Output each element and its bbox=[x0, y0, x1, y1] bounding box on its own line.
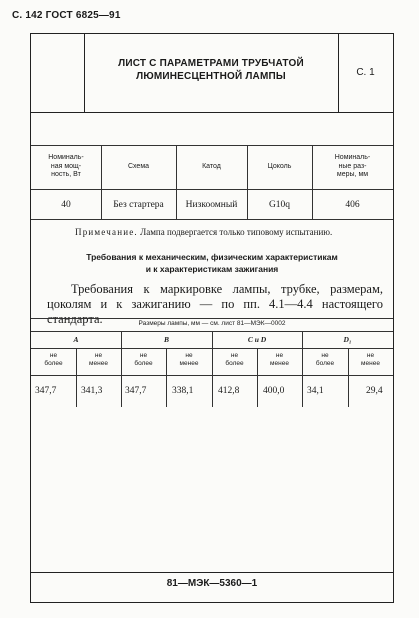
requirements-heading: Требования к механическим, физическим характеристикам и к характеристикам зажигания bbox=[86, 252, 338, 274]
table-rule bbox=[31, 318, 393, 319]
title-cell bbox=[84, 34, 339, 112]
dimensions-caption: Размеры лампы, мм — см. лист 81—МЭК—0002 bbox=[138, 320, 286, 327]
footer-code: 81—МЭК—5360—1 bbox=[166, 578, 258, 589]
sub-header-max: не более bbox=[225, 352, 244, 367]
header-scheme: Схема bbox=[127, 162, 150, 170]
value-a-min: 341,3 bbox=[81, 386, 103, 396]
value-c-d-min: 400,0 bbox=[263, 386, 285, 396]
value-b-max: 347,7 bbox=[125, 386, 147, 396]
sheet-title: ЛИСТ С ПАРАМЕТРАМИ ТРУБЧАТОЙ ЛЮМИНЕСЦЕНТНОЙ ЛАМПЫ bbox=[118, 58, 304, 82]
sub-header-max: не более bbox=[315, 352, 335, 367]
group-header-a: A bbox=[73, 335, 79, 344]
value-power: 40 bbox=[61, 199, 71, 210]
value-base: G10q bbox=[268, 199, 291, 210]
header-cathode: Катод bbox=[202, 162, 221, 170]
group-header-c-d: C и D bbox=[247, 335, 267, 344]
title-block bbox=[31, 34, 393, 113]
note bbox=[75, 227, 385, 237]
group-header-d1: D₁ bbox=[343, 335, 352, 344]
value-a-max: 347,7 bbox=[35, 386, 57, 396]
sub-header-max: не более bbox=[44, 352, 63, 367]
parameters-table bbox=[31, 145, 393, 220]
note-text: Лампа подвергается только типовому испытанию. bbox=[140, 227, 333, 237]
page-header: С. 142 ГОСТ 6825—91 bbox=[12, 10, 121, 21]
requirements-text: Требования к маркировке лампы, трубке, размерам, цоколям и к зажиганию — по пп. 4.1—4.4 настоящего стандарта. bbox=[47, 282, 383, 326]
sub-header-min: не менее bbox=[270, 352, 289, 367]
sub-header-min: не менее bbox=[89, 352, 108, 367]
footer-rule bbox=[31, 572, 393, 573]
sub-header-max: не более bbox=[134, 352, 153, 367]
value-cathode: Низкоомный bbox=[185, 199, 238, 210]
sub-header-min: не менее bbox=[361, 352, 380, 367]
value-c-d-max: 412,8 bbox=[218, 386, 240, 396]
group-header-b: B bbox=[163, 335, 169, 344]
sheet-number: С. 1 bbox=[356, 67, 375, 78]
value-b-min: 338,1 bbox=[172, 386, 194, 396]
dimensions-table bbox=[31, 318, 393, 407]
header-base: Цоколь bbox=[267, 162, 292, 170]
header-nominal-size: Номиналь- ные раз- меры, мм bbox=[334, 154, 371, 179]
document-frame bbox=[30, 33, 394, 603]
value-d1-max: 34,1 bbox=[307, 386, 324, 396]
value-d1-min: 29,4 bbox=[366, 386, 383, 396]
header-power: Номиналь- ная мощ- ность, Вт bbox=[48, 154, 84, 179]
sub-header-min: не менее bbox=[179, 352, 199, 367]
title-left-cell bbox=[31, 34, 85, 112]
value-nominal-size: 406 bbox=[345, 199, 360, 210]
note-lead: Примечание. bbox=[75, 227, 138, 237]
value-scheme: Без стартера bbox=[113, 199, 164, 210]
